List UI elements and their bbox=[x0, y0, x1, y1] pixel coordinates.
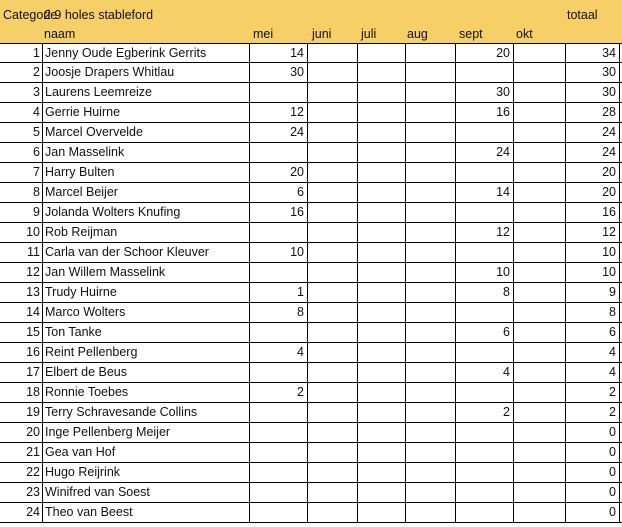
total-cell[interactable]: 0 bbox=[566, 443, 620, 462]
score-cell-okt[interactable] bbox=[514, 463, 566, 482]
score-cell-juni[interactable] bbox=[308, 103, 358, 122]
score-cell-aug[interactable] bbox=[406, 103, 456, 122]
score-cell-juni[interactable] bbox=[308, 463, 358, 482]
score-cell-sept[interactable] bbox=[456, 343, 514, 362]
table-row bbox=[0, 43, 622, 63]
sheet-subtitle: 2 9 holes stableford bbox=[44, 8, 154, 22]
score-cell-juni[interactable] bbox=[308, 503, 358, 522]
score-cell-juni[interactable] bbox=[308, 403, 358, 422]
month-header-okt: okt bbox=[516, 27, 533, 41]
score-cell-aug[interactable] bbox=[406, 503, 456, 522]
score-cell-aug[interactable] bbox=[406, 63, 456, 82]
score-cell-okt[interactable] bbox=[514, 83, 566, 102]
player-name-cell[interactable]: Marcel Beijer bbox=[43, 183, 250, 202]
rank-cell[interactable]: 12 bbox=[0, 263, 43, 282]
month-header-juni: juni bbox=[312, 27, 332, 41]
score-cell-sept[interactable]: 14 bbox=[456, 183, 514, 202]
player-name-cell[interactable]: Inge Pellenberg Meijer bbox=[43, 423, 250, 442]
rank-cell[interactable]: 24 bbox=[0, 503, 43, 522]
table-row bbox=[0, 343, 622, 363]
score-cell-aug[interactable] bbox=[406, 83, 456, 102]
table-row bbox=[0, 283, 622, 303]
score-cell-sept[interactable]: 24 bbox=[456, 143, 514, 162]
player-name-cell[interactable]: Jan Masselink bbox=[43, 143, 250, 162]
score-cell-okt[interactable] bbox=[514, 163, 566, 182]
score-cell-okt[interactable] bbox=[514, 443, 566, 462]
score-cell-aug[interactable] bbox=[406, 203, 456, 222]
score-cell-sept[interactable] bbox=[456, 163, 514, 182]
total-cell[interactable]: 30 bbox=[566, 83, 620, 102]
category-cell[interactable] bbox=[0, 0, 58, 31]
total-cell[interactable]: 0 bbox=[566, 463, 620, 482]
score-cell-mei[interactable] bbox=[250, 363, 308, 382]
score-cell-sept[interactable] bbox=[456, 123, 514, 142]
score-cell-mei[interactable] bbox=[250, 503, 308, 522]
score-cell-aug[interactable] bbox=[406, 423, 456, 442]
score-cell-mei[interactable] bbox=[250, 143, 308, 162]
rank-cell[interactable]: 19 bbox=[0, 403, 43, 422]
rank-cell[interactable]: 15 bbox=[0, 323, 43, 342]
score-cell-sept[interactable]: 10 bbox=[456, 263, 514, 282]
player-name-cell[interactable]: Marco Wolters bbox=[43, 303, 250, 322]
table-row bbox=[0, 323, 622, 343]
score-cell-mei[interactable]: 2 bbox=[250, 383, 308, 402]
player-name-cell[interactable]: Terry Schravesande Collins bbox=[43, 403, 250, 422]
score-cell-okt[interactable] bbox=[514, 363, 566, 382]
score-cell-okt[interactable] bbox=[514, 303, 566, 322]
total-cell[interactable]: 12 bbox=[566, 223, 620, 242]
score-cell-aug[interactable] bbox=[406, 223, 456, 242]
score-cell-aug[interactable] bbox=[406, 183, 456, 202]
score-cell-juni[interactable] bbox=[308, 323, 358, 342]
score-cell-sept[interactable]: 2 bbox=[456, 403, 514, 422]
score-cell-aug[interactable] bbox=[406, 443, 456, 462]
total-cell[interactable]: 2 bbox=[566, 383, 620, 402]
score-cell-juli[interactable] bbox=[358, 243, 406, 262]
total-cell[interactable]: 8 bbox=[566, 303, 620, 322]
player-name-cell[interactable]: Reint Pellenberg bbox=[43, 343, 250, 362]
month-header-mei: mei bbox=[253, 27, 274, 41]
score-cell-mei[interactable] bbox=[250, 403, 308, 422]
name-column-header: naam bbox=[44, 27, 76, 41]
score-cell-okt[interactable] bbox=[514, 44, 566, 63]
score-cell-sept[interactable] bbox=[456, 423, 514, 442]
score-cell-juni[interactable] bbox=[308, 44, 358, 63]
score-cell-juli[interactable] bbox=[358, 103, 406, 122]
score-cell-aug[interactable] bbox=[406, 403, 456, 422]
rank-cell[interactable]: 2 bbox=[0, 63, 43, 82]
score-cell-mei[interactable] bbox=[250, 83, 308, 102]
score-cell-okt[interactable] bbox=[514, 63, 566, 82]
rank-cell[interactable]: 3 bbox=[0, 83, 43, 102]
table-row bbox=[0, 63, 622, 83]
score-cell-sept[interactable] bbox=[456, 443, 514, 462]
rank-cell[interactable]: 11 bbox=[0, 243, 43, 262]
table-row bbox=[0, 423, 622, 443]
score-cell-sept[interactable] bbox=[456, 483, 514, 502]
score-cell-okt[interactable] bbox=[514, 323, 566, 342]
score-cell-okt[interactable] bbox=[514, 123, 566, 142]
player-name-cell[interactable]: Hugo Reijrink bbox=[43, 463, 250, 482]
score-cell-sept[interactable] bbox=[456, 243, 514, 262]
table-row bbox=[0, 83, 622, 103]
score-cell-mei[interactable] bbox=[250, 423, 308, 442]
score-cell-mei[interactable] bbox=[250, 463, 308, 482]
rank-cell[interactable]: 5 bbox=[0, 123, 43, 142]
table-row bbox=[0, 483, 622, 503]
player-name-cell[interactable]: Gea van Hof bbox=[43, 443, 250, 462]
score-cell-mei[interactable]: 1 bbox=[250, 283, 308, 302]
score-cell-juni[interactable] bbox=[308, 343, 358, 362]
score-cell-okt[interactable] bbox=[514, 383, 566, 402]
player-name-cell[interactable]: Marcel Overvelde bbox=[43, 123, 250, 142]
score-cell-okt[interactable] bbox=[514, 183, 566, 202]
score-cell-aug[interactable] bbox=[406, 463, 456, 482]
score-cell-juli[interactable] bbox=[358, 403, 406, 422]
total-cell[interactable]: 20 bbox=[566, 163, 620, 182]
month-header-sept: sept bbox=[459, 27, 483, 41]
score-cell-okt[interactable] bbox=[514, 103, 566, 122]
month-header-juli: juli bbox=[361, 27, 377, 41]
rank-cell[interactable]: 18 bbox=[0, 383, 43, 402]
total-cell[interactable]: 10 bbox=[566, 263, 620, 282]
score-cell-mei[interactable]: 4 bbox=[250, 343, 308, 362]
total-cell[interactable]: 0 bbox=[566, 503, 620, 522]
score-cell-sept[interactable] bbox=[456, 63, 514, 82]
score-cell-sept[interactable] bbox=[456, 203, 514, 222]
total-cell[interactable]: 0 bbox=[566, 483, 620, 502]
score-cell-juni[interactable] bbox=[308, 83, 358, 102]
score-cell-aug[interactable] bbox=[406, 483, 456, 502]
table-row bbox=[0, 123, 622, 143]
score-cell-juli[interactable] bbox=[358, 503, 406, 522]
rank-cell[interactable]: 21 bbox=[0, 443, 43, 462]
rank-cell[interactable]: 14 bbox=[0, 303, 43, 322]
score-cell-mei[interactable]: 6 bbox=[250, 183, 308, 202]
score-cell-juni[interactable] bbox=[308, 183, 358, 202]
total-cell[interactable]: 9 bbox=[566, 283, 620, 302]
score-cell-mei[interactable] bbox=[250, 483, 308, 502]
total-cell[interactable]: 16 bbox=[566, 203, 620, 222]
score-cell-juni[interactable] bbox=[308, 223, 358, 242]
rank-cell[interactable]: 6 bbox=[0, 143, 43, 162]
player-name-cell[interactable]: Joosje Drapers Whitlau bbox=[43, 63, 250, 82]
rank-cell[interactable]: 1 bbox=[0, 44, 43, 63]
table-row bbox=[0, 243, 622, 263]
player-name-cell[interactable]: Jolanda Wolters Knufing bbox=[43, 203, 250, 222]
rank-cell[interactable]: 17 bbox=[0, 363, 43, 382]
total-cell[interactable]: 2 bbox=[566, 403, 620, 422]
table-row bbox=[0, 403, 622, 423]
score-cell-sept[interactable] bbox=[456, 463, 514, 482]
score-cell-okt[interactable] bbox=[514, 343, 566, 362]
score-cell-okt[interactable] bbox=[514, 283, 566, 302]
score-cell-aug[interactable] bbox=[406, 383, 456, 402]
score-cell-juni[interactable] bbox=[308, 383, 358, 402]
score-cell-juni[interactable] bbox=[308, 263, 358, 282]
rank-cell[interactable]: 23 bbox=[0, 483, 43, 502]
score-cell-juli[interactable] bbox=[358, 343, 406, 362]
total-cell[interactable]: 34 bbox=[566, 44, 620, 63]
score-cell-juli[interactable] bbox=[358, 63, 406, 82]
score-cell-juli[interactable] bbox=[358, 143, 406, 162]
score-cell-mei[interactable]: 24 bbox=[250, 123, 308, 142]
score-cell-juli[interactable] bbox=[358, 443, 406, 462]
score-cell-juli[interactable] bbox=[358, 423, 406, 442]
score-cell-juni[interactable] bbox=[308, 303, 358, 322]
total-cell[interactable]: 10 bbox=[566, 243, 620, 262]
table-row bbox=[0, 363, 622, 383]
table-row bbox=[0, 103, 622, 123]
rank-cell[interactable]: 13 bbox=[0, 283, 43, 302]
score-cell-aug[interactable] bbox=[406, 44, 456, 63]
score-cell-mei[interactable]: 10 bbox=[250, 243, 308, 262]
total-cell[interactable]: 28 bbox=[566, 103, 620, 122]
total-cell[interactable]: 24 bbox=[566, 123, 620, 142]
table-row bbox=[0, 263, 622, 283]
score-cell-aug[interactable] bbox=[406, 343, 456, 362]
score-cell-aug[interactable] bbox=[406, 243, 456, 262]
rank-cell[interactable]: 20 bbox=[0, 423, 43, 442]
total-cell[interactable]: 30 bbox=[566, 63, 620, 82]
rank-cell[interactable]: 9 bbox=[0, 203, 43, 222]
score-cell-juli[interactable] bbox=[358, 363, 406, 382]
table-row bbox=[0, 503, 622, 523]
total-cell[interactable]: 4 bbox=[566, 343, 620, 362]
score-cell-sept[interactable]: 6 bbox=[456, 323, 514, 342]
total-cell[interactable]: 24 bbox=[566, 143, 620, 162]
score-cell-juni[interactable] bbox=[308, 283, 358, 302]
player-name-cell[interactable]: Jenny Oude Egberink Gerrits bbox=[43, 44, 250, 63]
score-cell-mei[interactable] bbox=[250, 323, 308, 342]
score-cell-aug[interactable] bbox=[406, 163, 456, 182]
score-cell-juli[interactable] bbox=[358, 203, 406, 222]
score-cell-sept[interactable] bbox=[456, 503, 514, 522]
rank-cell[interactable]: 4 bbox=[0, 103, 43, 122]
score-cell-juli[interactable] bbox=[358, 383, 406, 402]
score-cell-juli[interactable] bbox=[358, 223, 406, 242]
score-cell-sept[interactable]: 4 bbox=[456, 363, 514, 382]
score-cell-juni[interactable] bbox=[308, 363, 358, 382]
score-cell-okt[interactable] bbox=[514, 143, 566, 162]
player-name-cell[interactable]: Laurens Leemreize bbox=[43, 83, 250, 102]
table-row bbox=[0, 203, 622, 223]
table-row bbox=[0, 463, 622, 483]
rank-cell[interactable]: 22 bbox=[0, 463, 43, 482]
total-cell[interactable]: 4 bbox=[566, 363, 620, 382]
score-cell-juli[interactable] bbox=[358, 263, 406, 282]
score-cell-juni[interactable] bbox=[308, 143, 358, 162]
table-row bbox=[0, 163, 622, 183]
score-cell-aug[interactable] bbox=[406, 263, 456, 282]
score-cell-mei[interactable]: 30 bbox=[250, 63, 308, 82]
score-cell-aug[interactable] bbox=[406, 283, 456, 302]
score-cell-okt[interactable] bbox=[514, 223, 566, 242]
score-cell-juli[interactable] bbox=[358, 123, 406, 142]
table-row bbox=[0, 183, 622, 203]
score-table bbox=[0, 43, 622, 523]
player-name-cell[interactable]: Elbert de Beus bbox=[43, 363, 250, 382]
score-cell-juli[interactable] bbox=[358, 83, 406, 102]
table-row bbox=[0, 143, 622, 163]
rank-cell[interactable]: 10 bbox=[0, 223, 43, 242]
rank-cell[interactable]: 7 bbox=[0, 163, 43, 182]
score-cell-sept[interactable]: 30 bbox=[456, 83, 514, 102]
table-row bbox=[0, 443, 622, 463]
score-cell-okt[interactable] bbox=[514, 203, 566, 222]
score-cell-mei[interactable]: 8 bbox=[250, 303, 308, 322]
score-cell-okt[interactable] bbox=[514, 403, 566, 422]
player-name-cell[interactable]: Rob Reijman bbox=[43, 223, 250, 242]
score-cell-juli[interactable] bbox=[358, 44, 406, 63]
player-name-cell[interactable]: Ronnie Toebes bbox=[43, 383, 250, 402]
score-cell-sept[interactable]: 8 bbox=[456, 283, 514, 302]
score-cell-mei[interactable]: 12 bbox=[250, 103, 308, 122]
score-cell-okt[interactable] bbox=[514, 263, 566, 282]
table-row bbox=[0, 383, 622, 403]
player-name-cell[interactable]: Gerrie Huirne bbox=[43, 103, 250, 122]
total-cell[interactable]: 6 bbox=[566, 323, 620, 342]
score-cell-sept[interactable] bbox=[456, 383, 514, 402]
score-cell-mei[interactable]: 14 bbox=[250, 44, 308, 63]
player-name-cell[interactable]: Winifred van Soest bbox=[43, 483, 250, 502]
score-cell-okt[interactable] bbox=[514, 503, 566, 522]
score-cell-aug[interactable] bbox=[406, 303, 456, 322]
score-cell-juli[interactable] bbox=[358, 483, 406, 502]
player-name-cell[interactable]: Carla van der Schoor Kleuver bbox=[43, 243, 250, 262]
score-cell-okt[interactable] bbox=[514, 483, 566, 502]
score-cell-juni[interactable] bbox=[308, 63, 358, 82]
score-cell-mei[interactable] bbox=[250, 223, 308, 242]
score-cell-juni[interactable] bbox=[308, 423, 358, 442]
table-row bbox=[0, 303, 622, 323]
score-cell-aug[interactable] bbox=[406, 323, 456, 342]
score-cell-aug[interactable] bbox=[406, 143, 456, 162]
score-cell-juni[interactable] bbox=[308, 123, 358, 142]
score-cell-aug[interactable] bbox=[406, 363, 456, 382]
score-cell-juni[interactable] bbox=[308, 243, 358, 262]
rank-cell[interactable]: 16 bbox=[0, 343, 43, 362]
score-cell-mei[interactable]: 20 bbox=[250, 163, 308, 182]
player-name-cell[interactable]: Jan Willem Masselink bbox=[43, 263, 250, 282]
rank-cell[interactable]: 8 bbox=[0, 183, 43, 202]
score-cell-mei[interactable] bbox=[250, 263, 308, 282]
score-cell-juli[interactable] bbox=[358, 303, 406, 322]
score-cell-juni[interactable] bbox=[308, 163, 358, 182]
score-cell-aug[interactable] bbox=[406, 123, 456, 142]
score-cell-sept[interactable]: 12 bbox=[456, 223, 514, 242]
score-cell-mei[interactable] bbox=[250, 443, 308, 462]
score-cell-sept[interactable]: 16 bbox=[456, 103, 514, 122]
score-cell-juni[interactable] bbox=[308, 483, 358, 502]
player-name-cell[interactable]: Ton Tanke bbox=[43, 323, 250, 342]
player-name-cell[interactable]: Trudy Huirne bbox=[43, 283, 250, 302]
category-label: Categorie bbox=[3, 8, 58, 22]
score-cell-juli[interactable] bbox=[358, 183, 406, 202]
score-cell-juli[interactable] bbox=[358, 323, 406, 342]
month-header-aug: aug bbox=[407, 27, 428, 41]
score-cell-mei[interactable]: 16 bbox=[250, 203, 308, 222]
score-cell-sept[interactable] bbox=[456, 303, 514, 322]
total-header: totaal bbox=[567, 8, 598, 22]
total-cell[interactable]: 20 bbox=[566, 183, 620, 202]
player-name-cell[interactable]: Harry Bulten bbox=[43, 163, 250, 182]
score-cell-juni[interactable] bbox=[308, 443, 358, 462]
score-cell-juni[interactable] bbox=[308, 203, 358, 222]
score-cell-juli[interactable] bbox=[358, 283, 406, 302]
table-row bbox=[0, 223, 622, 243]
score-cell-okt[interactable] bbox=[514, 423, 566, 442]
player-name-cell[interactable]: Theo van Beest bbox=[43, 503, 250, 522]
total-cell[interactable]: 0 bbox=[566, 423, 620, 442]
score-cell-okt[interactable] bbox=[514, 243, 566, 262]
score-cell-sept[interactable]: 20 bbox=[456, 44, 514, 63]
score-cell-juli[interactable] bbox=[358, 463, 406, 482]
score-cell-juli[interactable] bbox=[358, 163, 406, 182]
